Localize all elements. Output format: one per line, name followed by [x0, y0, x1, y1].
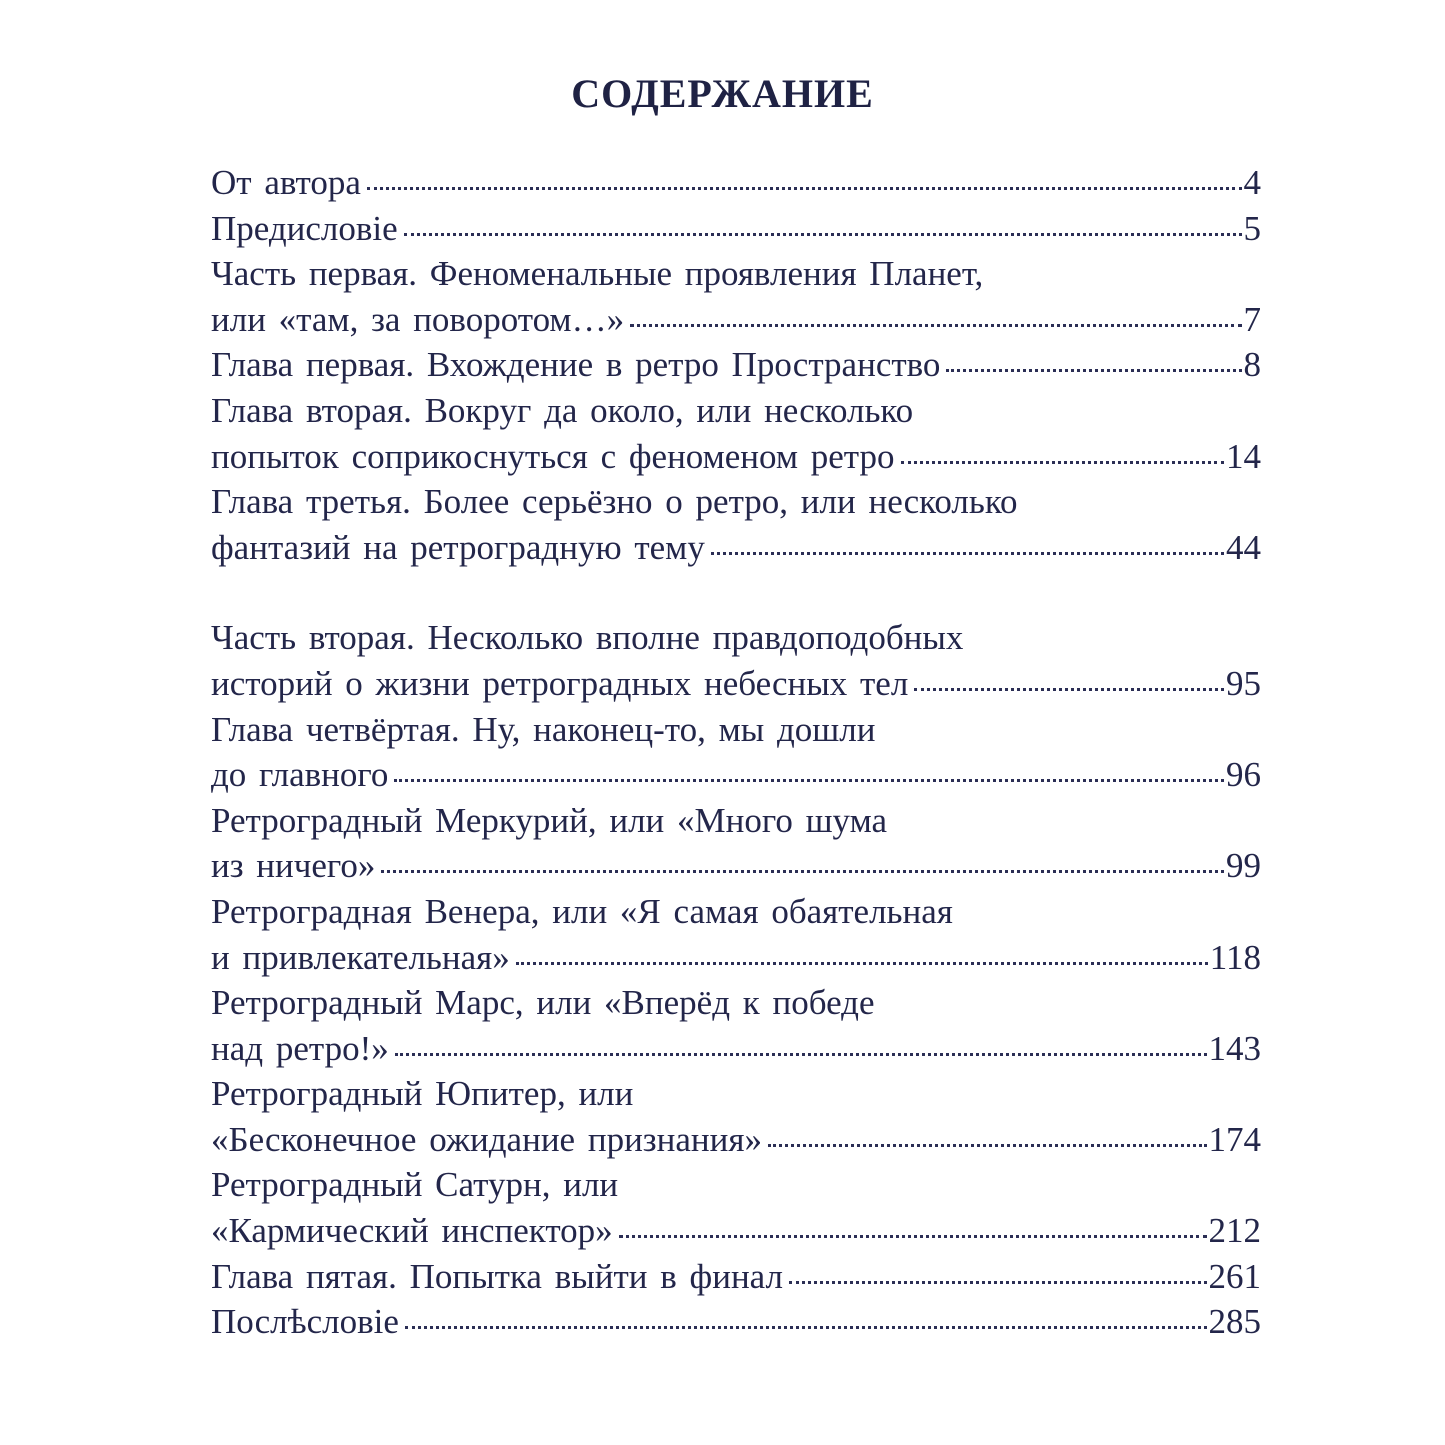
toc-page-number: 4: [1243, 163, 1261, 202]
toc-entry-title-cont: «Бесконечное ожидание признания»: [211, 1119, 762, 1159]
dot-leader: [789, 1281, 1207, 1284]
toc-entry-title-cont: из ничего»: [211, 846, 376, 886]
dot-leader: [405, 1326, 1207, 1329]
toc-page-number: 212: [1208, 1211, 1261, 1251]
toc-page-number: 95: [1226, 663, 1261, 703]
dot-leader: [914, 688, 1224, 691]
toc-page-number: 174: [1208, 1119, 1261, 1159]
toc-page-number: 118: [1209, 937, 1261, 977]
dot-leader: [404, 233, 1242, 236]
toc-entry-saturn[interactable]: [211, 1162, 1261, 1253]
toc-entry-title: Глава четвёртая. Ну, наконец-то, мы дошли: [211, 709, 876, 749]
toc-entry-title: Часть вторая. Несколько вполне правдоподобных: [211, 618, 964, 658]
toc-page-number: 261: [1208, 1256, 1261, 1296]
toc-entry-title-cont: историй о жизни ретроградных небесных тел: [211, 663, 909, 703]
dot-leader: [367, 187, 1242, 190]
toc-page-number: 143: [1208, 1028, 1261, 1068]
toc-entry-title: Часть первая. Феноменальные проявления Планет,: [211, 254, 984, 294]
toc-entry-title: Глава первая. Вхождение в ретро Пространство: [211, 345, 941, 385]
toc-entry-title: Ретроградный Марс, или «Вперёд к победе: [211, 983, 875, 1023]
toc-entry-title: Ретроградная Венера, или «Я самая обаятельная: [211, 891, 953, 931]
toc-entry-chapter-five[interactable]: [211, 1254, 1261, 1300]
dot-leader: [711, 552, 1224, 555]
dot-leader: [516, 962, 1208, 965]
page-title: СОДЕРЖАНИЕ: [571, 71, 874, 116]
toc-entry-title-cont: над ретро!»: [211, 1028, 389, 1068]
toc-entry-title-cont: или «там, за поворотом…»: [211, 299, 625, 339]
toc-entry-part-two[interactable]: [211, 615, 1261, 706]
toc-page-number: 285: [1208, 1302, 1261, 1342]
toc-entry-afterword[interactable]: [211, 1299, 1261, 1345]
toc-page-number: 14: [1226, 436, 1261, 476]
toc-entry-mercury[interactable]: [211, 798, 1261, 889]
dot-leader: [768, 1144, 1207, 1147]
toc-entry-chapter-two[interactable]: [211, 388, 1261, 479]
toc-entry-title: Глава пятая. Попытка выйти в финал: [211, 1256, 783, 1296]
toc-entry-title-cont: фантазий на ретроградную тему: [211, 527, 705, 567]
toc-entry-title: Предисловiе: [211, 208, 398, 248]
dot-leader: [619, 1235, 1207, 1238]
toc-entry-venus[interactable]: [211, 889, 1261, 980]
toc-entry-title-cont: попыток соприкоснуться с феноменом ретро: [211, 436, 895, 476]
dot-leader: [946, 369, 1241, 372]
toc-entry-title: От автора: [211, 163, 361, 202]
toc-entry-chapter-one[interactable]: [211, 342, 1261, 388]
toc-entry-part-one[interactable]: [211, 251, 1261, 342]
dot-leader: [395, 1053, 1207, 1056]
toc-entry-mars[interactable]: [211, 980, 1261, 1071]
toc-entry-jupiter[interactable]: [211, 1071, 1261, 1162]
toc-entry-preface[interactable]: [211, 206, 1261, 252]
dot-leader: [394, 779, 1224, 782]
toc-entry-title: Ретроградный Юпитер, или: [211, 1074, 634, 1114]
toc-page-number: 96: [1226, 755, 1261, 795]
toc-page-number: 99: [1226, 846, 1261, 886]
toc-entry-title: Глава вторая. Вокруг да около, или несколько: [211, 390, 914, 430]
toc-entry-title: Ретроградный Меркурий, или «Много шума: [211, 800, 888, 840]
toc-entry-title-cont: и привлекательная»: [211, 937, 510, 977]
table-of-contents: [211, 160, 1261, 1345]
toc-entry-title: Глава третья. Более серьёзно о ретро, или несколько: [211, 482, 1018, 522]
dot-leader: [630, 324, 1241, 327]
toc-page-number: 5: [1243, 208, 1261, 248]
toc-entry-title: Ретроградный Сатурн, или: [211, 1165, 619, 1205]
toc-entry-title-cont: до главного: [211, 755, 389, 795]
toc-entry-chapter-three[interactable]: [211, 479, 1261, 570]
toc-entry-from-author[interactable]: [211, 160, 1261, 206]
dot-leader: [381, 870, 1224, 873]
toc-entry-chapter-four[interactable]: [211, 707, 1261, 798]
dot-leader: [901, 461, 1224, 464]
toc-page-number: 44: [1226, 527, 1261, 567]
section-gap: [211, 570, 1261, 615]
toc-page-number: 8: [1243, 345, 1261, 385]
toc-entry-title-cont: «Кармический инспектор»: [211, 1211, 613, 1251]
toc-entry-title: Послѣсловiе: [211, 1302, 399, 1342]
toc-page-number: 7: [1243, 299, 1261, 339]
